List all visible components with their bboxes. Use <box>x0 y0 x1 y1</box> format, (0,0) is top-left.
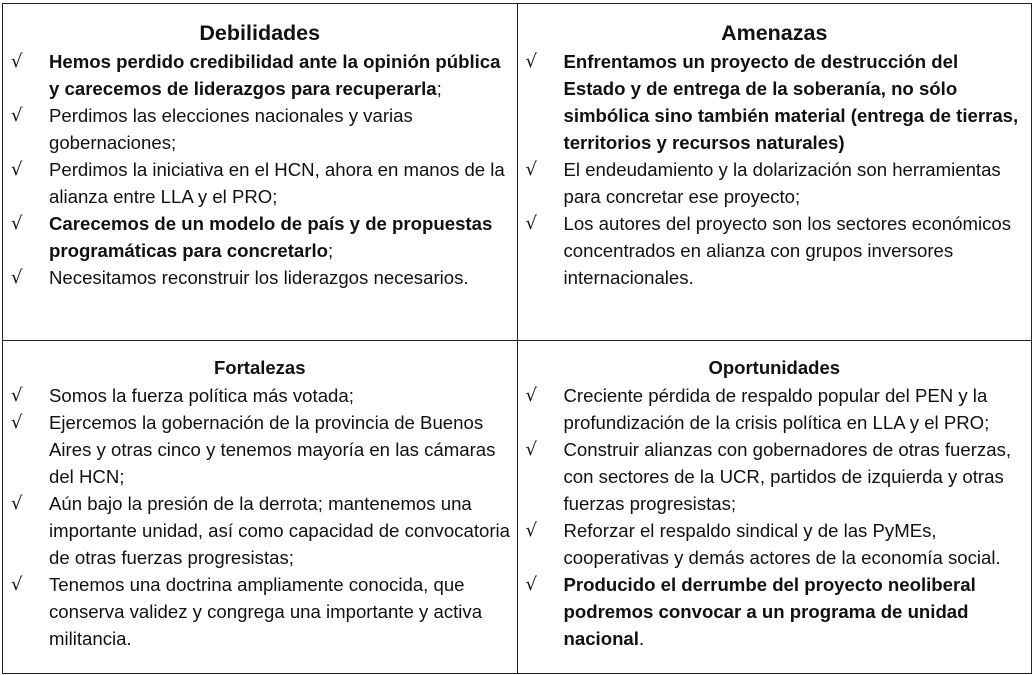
checkmark-icon: √ <box>11 412 23 433</box>
list-item <box>524 382 1026 436</box>
item-bold-text: Enfrentamos un proyecto de destrucción del Estado y de entrega de la soberanía, no sólo simbólica sino también material (entrega de tierras, territorios y recursos naturales) <box>563 51 1019 153</box>
list-item <box>524 571 1026 652</box>
checkmark-icon: √ <box>11 105 23 126</box>
quadrant-title-debilidades: Debilidades <box>199 21 321 45</box>
quadrant-debilidades <box>3 4 518 341</box>
checkmark-icon: √ <box>525 159 537 180</box>
quadrant-oportunidades <box>517 341 1032 674</box>
list-item <box>9 48 511 102</box>
item-bold-text: Carecemos de un modelo de país y de propuestas programáticas para concretarlo <box>49 213 493 261</box>
checkmark-icon: √ <box>525 520 537 541</box>
quadrant-title-oportunidades: Oportunidades <box>708 357 841 378</box>
swot-row-bottom <box>3 341 1032 674</box>
item-text: Necesitamos reconstruir los liderazgos necesarios. <box>49 267 469 288</box>
item-text: ; <box>328 240 334 261</box>
item-text: Perdimos la iniciativa en el HCN, ahora en manos de la alianza entre LLA y el PRO; <box>49 159 505 207</box>
list-item <box>9 264 511 291</box>
item-text: ; <box>436 78 442 99</box>
checkmark-icon: √ <box>11 51 23 72</box>
list-debilidades <box>9 48 511 291</box>
checkmark-icon: √ <box>11 385 23 406</box>
item-text: Tenemos una doctrina ampliamente conocida, que conserva validez y congrega una importante y activa militancia. <box>49 574 483 649</box>
item-text: Perdimos las elecciones nacionales y varias gobernaciones; <box>49 105 413 153</box>
checkmark-icon: √ <box>11 493 23 514</box>
item-text: Creciente pérdida de respaldo popular del PEN y la profundización de la crisis política en LLA y el PRO; <box>563 385 990 433</box>
checkmark-icon: √ <box>525 385 537 406</box>
list-item <box>524 517 1026 571</box>
checkmark-icon: √ <box>525 213 537 234</box>
list-item <box>524 156 1026 210</box>
list-item <box>524 210 1026 291</box>
item-text: Construir alianzas con gobernadores de otras fuerzas, con sectores de la UCR, partidos de izquierda y otras fuerzas progresistas; <box>563 439 1012 514</box>
quadrant-title-fortalezas: Fortalezas <box>213 357 306 378</box>
item-bold-text: Producido el derrumbe del proyecto neoliberal podremos convocar a un programa de unidad nacional <box>563 574 976 649</box>
list-item <box>524 436 1026 517</box>
item-text: Ejercemos la gobernación de la provincia de Buenos Aires y otras cinco y tenemos mayoría en las cámaras del HCN; <box>49 412 496 487</box>
checkmark-icon: √ <box>11 267 23 288</box>
list-item <box>9 210 511 264</box>
list-amenazas <box>524 48 1026 291</box>
list-item <box>9 102 511 156</box>
item-text: Reforzar el respaldo sindical y de las PyMEs, cooperativas y demás actores de la economía social. <box>563 520 1001 568</box>
checkmark-icon: √ <box>525 574 537 595</box>
swot-row-top <box>3 4 1032 341</box>
quadrant-title-amenazas: Amenazas <box>721 21 828 45</box>
item-text: Los autores del proyecto son los sectores económicos concentrados en alianza con grupos inversores internacionales. <box>563 213 1012 288</box>
list-item <box>9 382 511 409</box>
list-item <box>9 156 511 210</box>
checkmark-icon: √ <box>11 213 23 234</box>
checkmark-icon: √ <box>11 159 23 180</box>
quadrant-amenazas <box>517 4 1032 341</box>
item-text: Aún bajo la presión de la derrota; mantenemos una importante unidad, así como capacidad de convocatoria de otras fuerzas progresistas; <box>49 493 510 568</box>
list-oportunidades <box>524 382 1026 652</box>
quadrant-fortalezas <box>3 341 518 674</box>
checkmark-icon: √ <box>525 51 537 72</box>
list-item <box>524 48 1026 156</box>
item-text: . <box>638 628 645 649</box>
checkmark-icon: √ <box>11 574 23 595</box>
swot-table <box>2 3 1032 674</box>
list-item <box>9 571 511 652</box>
list-item <box>9 490 511 571</box>
list-item <box>9 409 511 490</box>
list-fortalezas <box>9 382 511 652</box>
item-text: El endeudamiento y la dolarización son herramientas para concretar ese proyecto; <box>563 159 1001 207</box>
item-bold-text: Hemos perdido credibilidad ante la opinión pública y carecemos de liderazgos para recuperarla <box>49 51 501 99</box>
checkmark-icon: √ <box>525 439 537 460</box>
item-text: Somos la fuerza política más votada; <box>49 385 354 406</box>
